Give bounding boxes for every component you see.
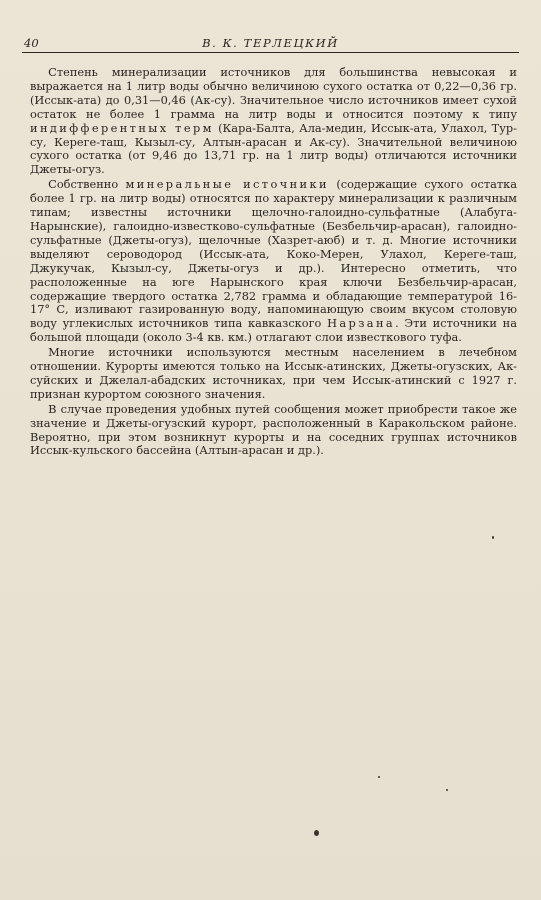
spaced-term: Нарзана xyxy=(327,316,396,331)
paragraph-text: (Кара-Балта, Ала-медин, Иссык-ата, Улахол, Тур-су, Кереге-таш, Кызыл-су, Алтын-арасан и Ак-су). Значительной величиною сухого остатка (от 9,46 до 13,71 гр. на 1 литр воды) отличаются источники Джеты-огуз. xyxy=(30,120,517,177)
paragraph-future-resorts: В случае проведения удобных путей сообщения может приобрести такое же значение и Джеты-огузский курорт, расположенный в Каракольском районе. Вероятно, при этом возникнут курорты и на соседних группах источников Иссык-кульского бассейна (Алтын-арасан и др.). xyxy=(30,401,517,458)
spaced-term: индифферентных терм xyxy=(30,120,214,135)
running-header xyxy=(22,34,519,53)
ink-speck xyxy=(378,776,380,778)
page-number: 40 xyxy=(24,36,39,50)
running-title: В. К. ТЕРЛЕЦКИЙ xyxy=(202,36,339,50)
paragraph-text: (содержащие сухого остатка более 1 гр. на литр воды) относятся по характеру минерализации к различным типам; известны источники щелочно-галоидно-сульфатные (Алабуга-Нарынские), галоидно-известково-сульфатные (Безбельчир-арасан), галоидно-сульфатные (Джеты-огуз), щелочные (Хазрет-аюб) и т. д. Многие источники выделяют сероводород (Иссык-ата, Коко-Мерен, Улахол, Кереге-таш, Джукучак, Кызыл-су, Джеты-огуз и др.). Интересно отметить, что расположенные на юге Нарынского края ключи Безбельчир-арасан, содержащие твердого остатка 2,782 грамма и обладающие температурой 16-17° С, изливают газированную воду, напоминающую своим вкусом столовую воду углекислых источников типа кавказского xyxy=(30,177,518,331)
spaced-term: минеральные источники xyxy=(125,177,329,192)
paragraph-mineralization xyxy=(30,66,517,177)
ink-speck xyxy=(314,830,319,836)
paragraph-text: Степень минерализации источников для большинства невысокая и выражается на 1 литр воды обычно величиною сухого остатка от 0,22—0,36 гр. (Иссык-ата) до 0,31—0,46 (Ак-су). Значительное число источников имеет сухой остаток не более 1 грамма на литр воды и относится поэтому к типу xyxy=(30,65,517,121)
ink-speck xyxy=(446,789,448,791)
ink-speck xyxy=(492,536,494,539)
paragraph-text: . Эти источники на большой площади (около 3-4 кв. км.) отлагают слои известкового туфа. xyxy=(30,316,517,345)
body-text xyxy=(30,66,517,459)
paragraph-mineral-springs xyxy=(30,178,517,345)
paragraph-text: Собственно xyxy=(48,177,126,192)
paragraph-resorts: Многие источники используются местным населением в лечебном отношении. Курорты имеются только на Иссык-атинских, Джеты-огузских, Ак-суйских и Джелал-абадских источниках, при чем Иссык-атинский с 1927 г. признан курортом союзного значения. xyxy=(30,345,517,401)
